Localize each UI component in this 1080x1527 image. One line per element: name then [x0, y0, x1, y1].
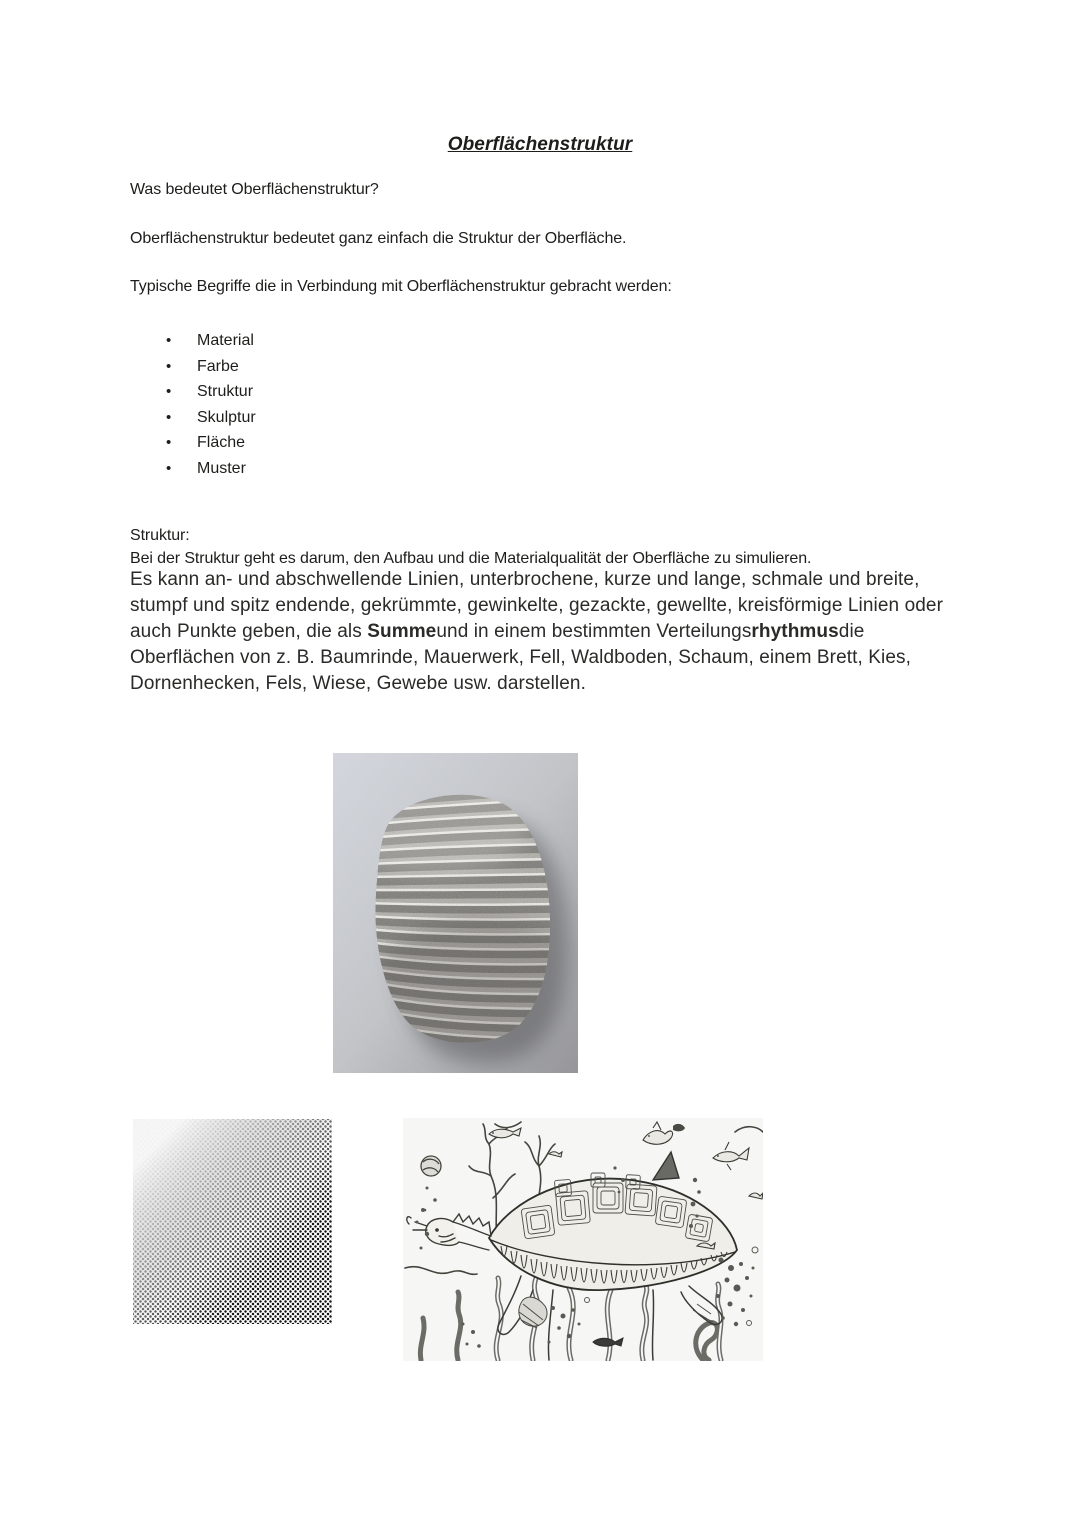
- bullet-icon: •: [166, 459, 172, 477]
- list-item: [130, 328, 256, 354]
- list-item: [130, 379, 256, 405]
- sculpture-image: [333, 753, 578, 1073]
- struktur-intro-line: Bei der Struktur geht es darum, den Aufbau und die Materialqualität der Oberfläche zu simulieren.: [130, 550, 812, 567]
- term-label: Material: [197, 332, 254, 349]
- turtle-drawing: [403, 1118, 763, 1361]
- term-label: Skulptur: [197, 408, 256, 426]
- bold-word-summe: Summe: [367, 621, 437, 642]
- term-label: Farbe: [197, 357, 239, 375]
- turtle-drawing-image: [403, 1118, 763, 1361]
- struktur-paragraph: [130, 567, 950, 697]
- terms-intro-line: Typische Begriffe die in Verbindung mit Oberflächenstruktur gebracht werden:: [130, 278, 672, 295]
- bullet-icon: •: [166, 408, 172, 426]
- terms-list: [130, 328, 256, 482]
- bullet-icon: •: [166, 434, 172, 452]
- question-line: Was bedeutet Oberflächenstruktur?: [130, 181, 379, 198]
- term-label: Struktur: [197, 383, 254, 401]
- bullet-icon: •: [166, 357, 172, 375]
- list-item: [130, 354, 256, 380]
- bullet-icon: •: [166, 332, 172, 349]
- term-label: Fläche: [197, 434, 246, 452]
- struktur-heading: Struktur:: [130, 527, 190, 544]
- halftone-pattern-image: [133, 1119, 332, 1324]
- term-label: Muster: [197, 459, 246, 477]
- list-item: [130, 430, 256, 456]
- list-item: [130, 456, 256, 482]
- paragraph-segment: und in einem bestimmten Verteilungs: [436, 621, 752, 642]
- paragraph-segment: Es kann an- und abschwellende Linien, unterbrochene, kurze und lange, schmale und breite, stumpf und spitz endende, gekrümmte, gewinkelte, gezackte, gewellte, kreisförmige Linien oder auch Punkte geben, die als: [130, 569, 944, 642]
- paragraph-segment: die Oberflächen von z. B. Baumrinde, Mauerwerk, Fell, Waldboden, Schaum, einem Brett, Kies, Dornenhecken, Fels, Wiese, Gewebe usw. darstellen.: [130, 621, 912, 694]
- answer-line: Oberflächenstruktur bedeutet ganz einfach die Struktur der Oberfläche.: [130, 230, 627, 247]
- sculpture-photo: [333, 753, 578, 1073]
- list-item: [130, 405, 256, 431]
- page-title: Oberflächenstruktur: [447, 134, 633, 155]
- bullet-icon: •: [166, 383, 172, 401]
- bold-word-rhythmus: rhythmus: [751, 621, 839, 642]
